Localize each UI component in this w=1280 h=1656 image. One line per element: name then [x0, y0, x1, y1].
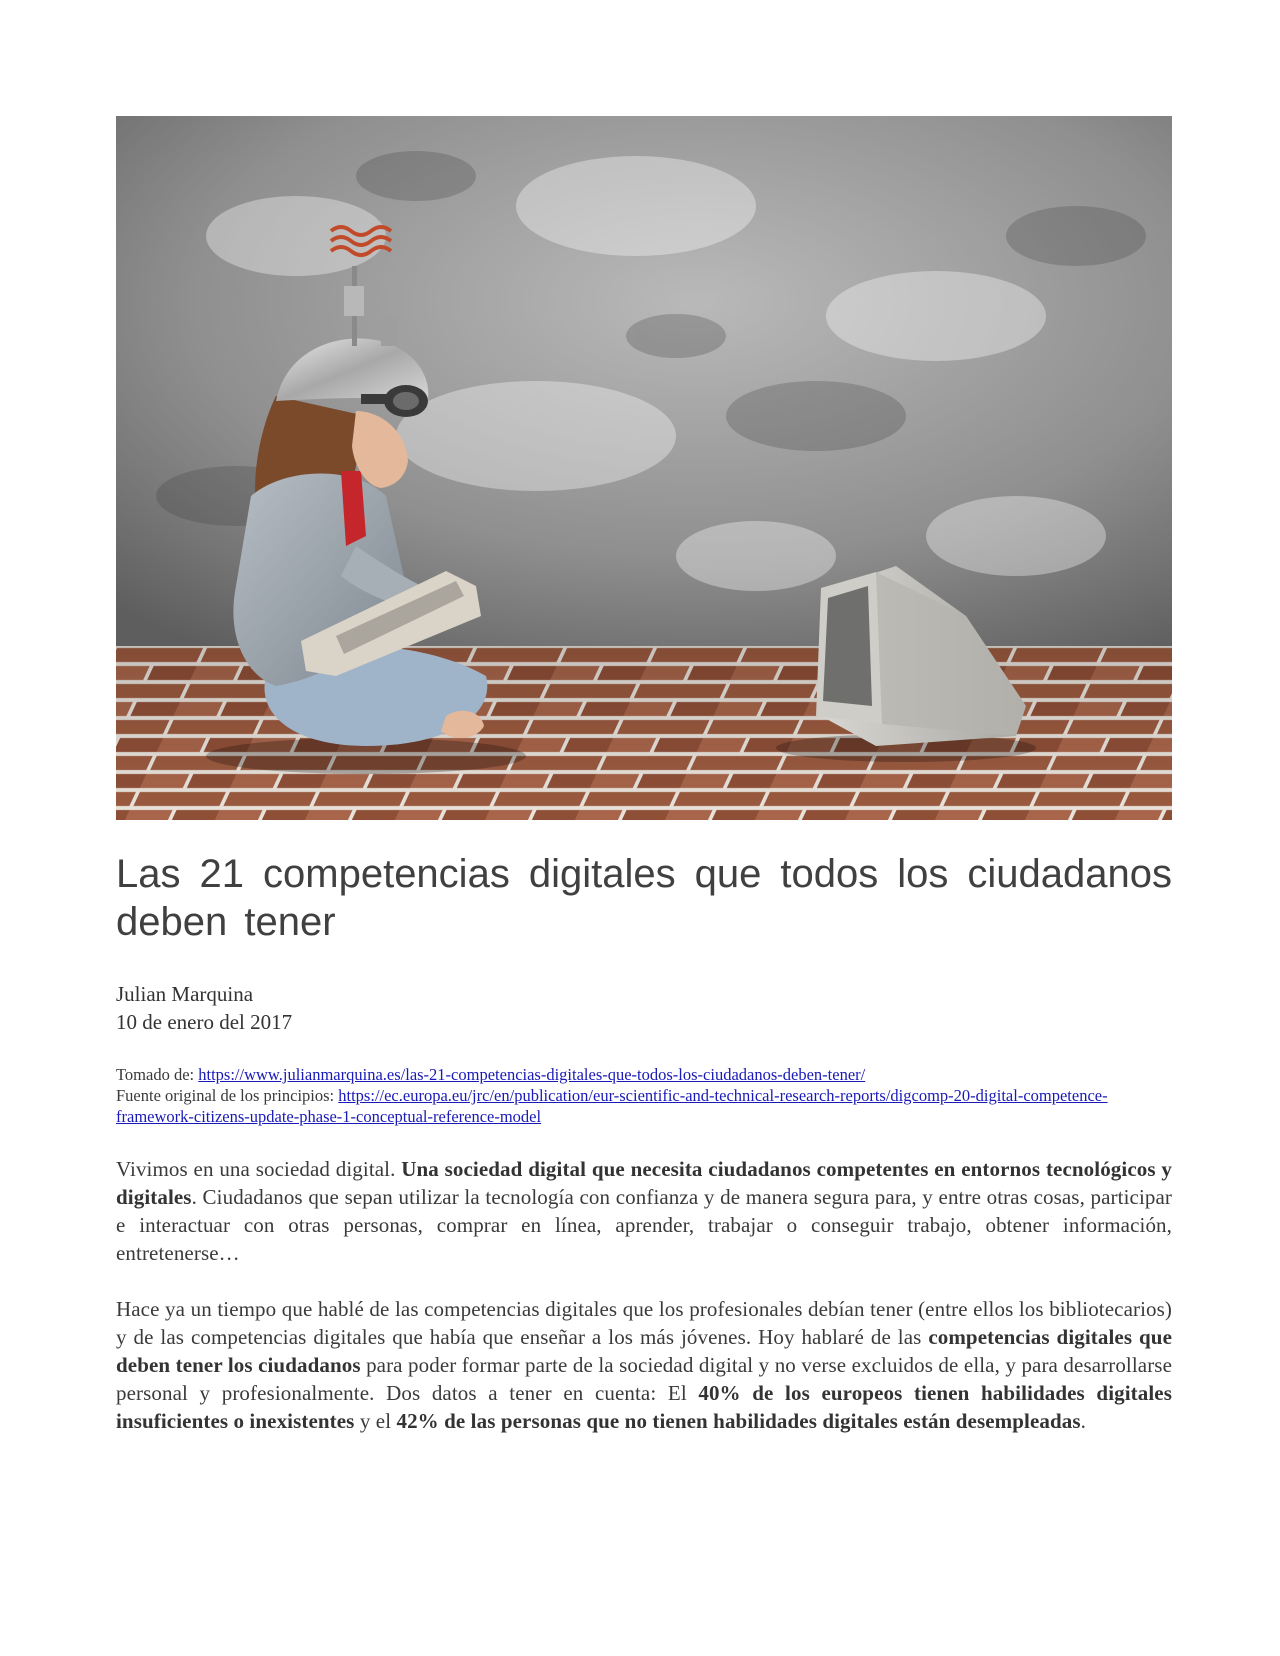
- paragraph-text: para poder formar parte de la sociedad digital y no verse excluidos de ella, y para desarrollarse personal y profesionalmente. Dos datos a tener en cuenta: El: [116, 1353, 1172, 1405]
- article-title: Las 21 competencias digitales que todos los ciudadanos deben tener: [116, 852, 1172, 944]
- document-page: [116, 116, 1172, 1456]
- emphasis-text: Una sociedad digital que necesita ciudadanos competentes en entornos tecnológicos y digitales: [116, 1157, 1172, 1209]
- paragraph-text: Hace ya un tiempo que hablé de las competencias digitales que los profesionales debían tener (entre ellos los bibliotecarios) y de las competencias digitales que había que enseñar a los más jóvenes. Hoy hablaré de las: [116, 1297, 1172, 1349]
- paragraph-text: .: [1080, 1409, 1087, 1433]
- paragraph-text: y el: [354, 1409, 397, 1433]
- child-computer-photo-icon: [116, 116, 1172, 820]
- sources-block: [116, 1064, 1172, 1127]
- paragraph-text: Vivimos en una sociedad digital.: [116, 1157, 402, 1181]
- source-link[interactable]: https://www.julianmarquina.es/las-21-competencias-digitales-que-todos-los-ciudadanos-deben-tener/: [198, 1065, 866, 1084]
- source-line: [116, 1064, 1172, 1085]
- emphasis-text: 42% de las personas que no tienen habilidades digitales están desempleadas: [396, 1409, 1081, 1433]
- emphasis-text: competencias digitales que deben tener los ciudadanos: [116, 1325, 1172, 1377]
- emphasis-text: 40% de los europeos tienen habilidades digitales insuficientes o inexistentes: [116, 1381, 1172, 1433]
- hero-image: [116, 116, 1172, 820]
- origin-line: [116, 1085, 1172, 1127]
- byline: [116, 980, 1172, 1036]
- paragraph-intro: [116, 1155, 1172, 1267]
- paragraph-competencies: [116, 1295, 1172, 1435]
- source-label: Tomado de:: [116, 1065, 195, 1084]
- origin-link[interactable]: https://ec.europa.eu/jrc/en/publication/eur-scientific-and-technical-research-reports/digcomp-20-digital-competence-framework-citizens-update-phase-1-conceptual-reference-model: [116, 1086, 1108, 1126]
- publish-date: 10 de enero del 2017: [116, 1010, 293, 1034]
- origin-label: Fuente original de los principios:: [116, 1086, 335, 1105]
- author-name: Julian Marquina: [116, 982, 254, 1006]
- paragraph-text: . Ciudadanos que sepan utilizar la tecnología con confianza y de manera segura para, y entre otras cosas, participar e interactuar con otras personas, comprar en línea, aprender, trabajar o conseguir trabajo, obtener información, entretenerse…: [116, 1185, 1172, 1265]
